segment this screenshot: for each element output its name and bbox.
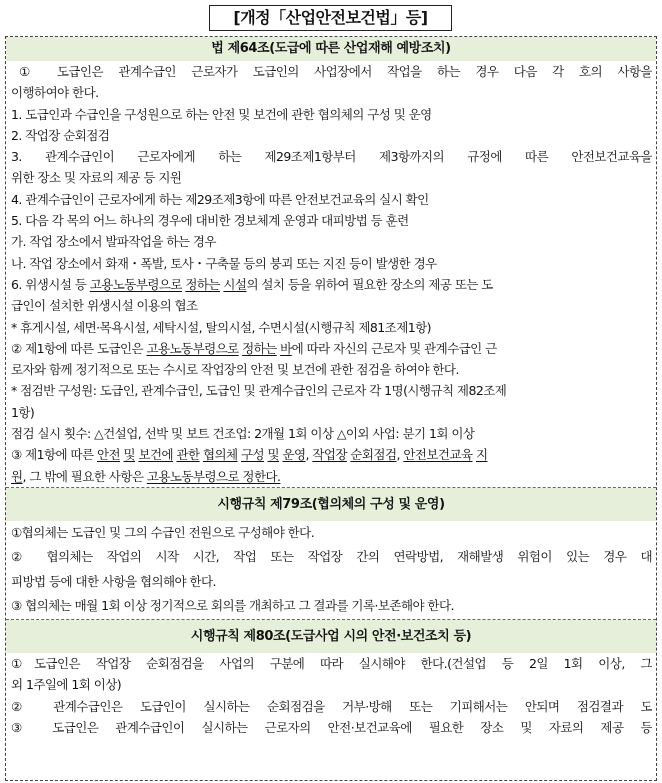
text-segment: 6. 위생시설 등 [11,276,90,292]
text-line: 4. 관계수급인이 근로자에게 하는 제29조제3항에 따른 안전보건교육의 실시 확인 [11,191,429,207]
text-line: 외 1주일에 1회 이상) [11,677,122,693]
underlined-text: 시설 [223,276,247,292]
underlined-text: 고용노동부령으로 정한다. [146,468,281,484]
title-area [0,0,662,36]
text-segment: , [396,447,404,463]
section-body-rule79 [6,521,656,619]
underlined-text: 순회점검 [350,447,397,463]
text-line: 2. 작업장 순회점검 [11,127,110,143]
underlined-text: 및 [123,447,135,463]
text-line: 로자와 함께 정기적으로 또는 수시로 작업장의 안전 및 보건에 관한 점검을 하여야 한다. [11,362,459,378]
text-line: 급인이 설치한 위생시설 이용의 협조 [11,298,198,314]
text-line: 위한 장소 및 자료의 제공 등 지원 [11,170,182,186]
text-line-para2 [11,338,652,359]
underlined-text: 보건에 [138,447,174,463]
text-segment: ③ 제1항에 따른 [11,447,97,463]
text-line: 이행하여야 한다. [11,85,99,101]
footnote-line: 1항) [11,404,35,420]
underlined-text: 관한 [176,447,200,463]
underlined-text: 고용노동부령으로 [89,276,182,292]
text-line-para3 [11,444,652,465]
text-line: 5. 다음 각 목의 어느 하나의 경우에 대비한 경보체계 운영과 대피방법 등 훈련 [11,213,409,229]
text-line: 피방법 등에 대한 사항을 협의해야 한다. [11,573,216,589]
text-segment: ② 제1항에 따른 도급인은 [11,340,147,356]
underlined-text: 고용노동부령으로 [146,340,239,356]
underlined-text: 원 [11,468,23,484]
text-line: 가. 작업 장소에서 발파작업을 하는 경우 [11,234,216,250]
text-line: ② 관계수급인은 도급인이 실시하는 순회점검을 거부·방해 또는 기피해서는 안되며 점검결과 도 [11,698,652,714]
section-heading-rule79: 시행규칙 제79조(협의체의 구성 및 운영) [6,488,656,521]
text-line: ③ 도급인은 관계수급인이 실시하는 근로자의 안전·보건교육에 필요한 장소 및 자료의 제공 등 [11,720,652,736]
text-line: ③ 협의체는 매월 1회 이상 정기적으로 회의를 개최하고 그 결과를 기록·보존해야 한다. [11,598,454,614]
text-line: ①협의체는 도급인 및 그의 수급인 전원으로 구성해야 한다. [11,524,315,540]
footnote-line: * 점검반 구성원: 도급인, 관계수급인, 도급인 및 관계수급인의 근로자 각 1명(시행규칙 제82조제 [11,383,507,399]
footnote-line: 점검 실시 횟수: △건설업, 선박 및 보트 건조업: 2개월 1회 이상 △이외 사업: 분기 1회 이상 [11,426,475,442]
section-body-art64 [6,61,656,487]
text-line: ① 도급인은 관계수급인 근로자가 도급인의 사업장에서 작업을 하는 경우 다음 각 호의 사항을 [19,64,652,79]
section-heading-rule80: 시행규칙 제80조(도급사업 시의 안전·보건조치 등) [6,620,656,653]
document-title: [개정「산업안전보건법」등] [209,5,452,31]
underlined-text: 정하는 [185,276,220,292]
underlined-text: 지 [475,447,488,463]
text-segment: 의 설치 등을 위하여 필요한 장소의 제공 또는 도 [246,276,493,292]
text-line-para3-cont [11,466,652,487]
text-line-item6 [11,274,652,295]
text-line: 1. 도급인과 수급인을 구성원으로 하는 안전 및 보건에 관한 협의체의 구성 및 운영 [11,106,432,122]
underlined-text: 및 [267,447,279,463]
content-frame [5,36,657,781]
underlined-text: 안전 [96,447,121,463]
text-segment: 에 따라 자신의 근로자 및 관계수급인 근 [291,340,497,356]
text-line: ② 협의체는 작업의 시작 시간, 작업 또는 작업장 간의 연락방법, 재해발생 위험이 있는 경우 대 [11,549,652,565]
text-segment: , [305,447,313,463]
text-segment: , 그 밖에 필요한 사항은 [22,468,147,484]
underlined-text: 운영 [282,447,306,463]
underlined-text: 협의체 [202,447,238,463]
section-body-rule80 [6,653,656,739]
underlined-text: 안전보건교육 [403,447,473,463]
text-line: ①도급인은 작업장 순회점검을 사업의 구분에 따라 실시해야 한다.(건설업 등 2일 1회 이상, 그 [11,655,652,671]
text-line: 3. 관계수급인이 근로자에게 하는 제29조제1항부터 제3항까지의 규정에 따른 안전보건교육을 [11,149,652,165]
section-heading-art64: 법 제64조(도급에 따른 산업재해 예방조치) [6,37,656,61]
underlined-text: 작업장 [312,447,347,463]
footnote-line: * 휴게시설, 세면·목욕시설, 세탁시설, 탈의시설, 수면시설(시행규칙 제81조제1항) [11,319,431,335]
underlined-text: 구성 [240,447,265,463]
text-line: 나. 작업 장소에서 화재・폭발, 토사・구축물 등의 붕괴 또는 지진 등이 발생한 경우 [11,255,437,271]
underlined-text: 정하는 [242,340,277,356]
underlined-text: 바 [280,340,292,356]
